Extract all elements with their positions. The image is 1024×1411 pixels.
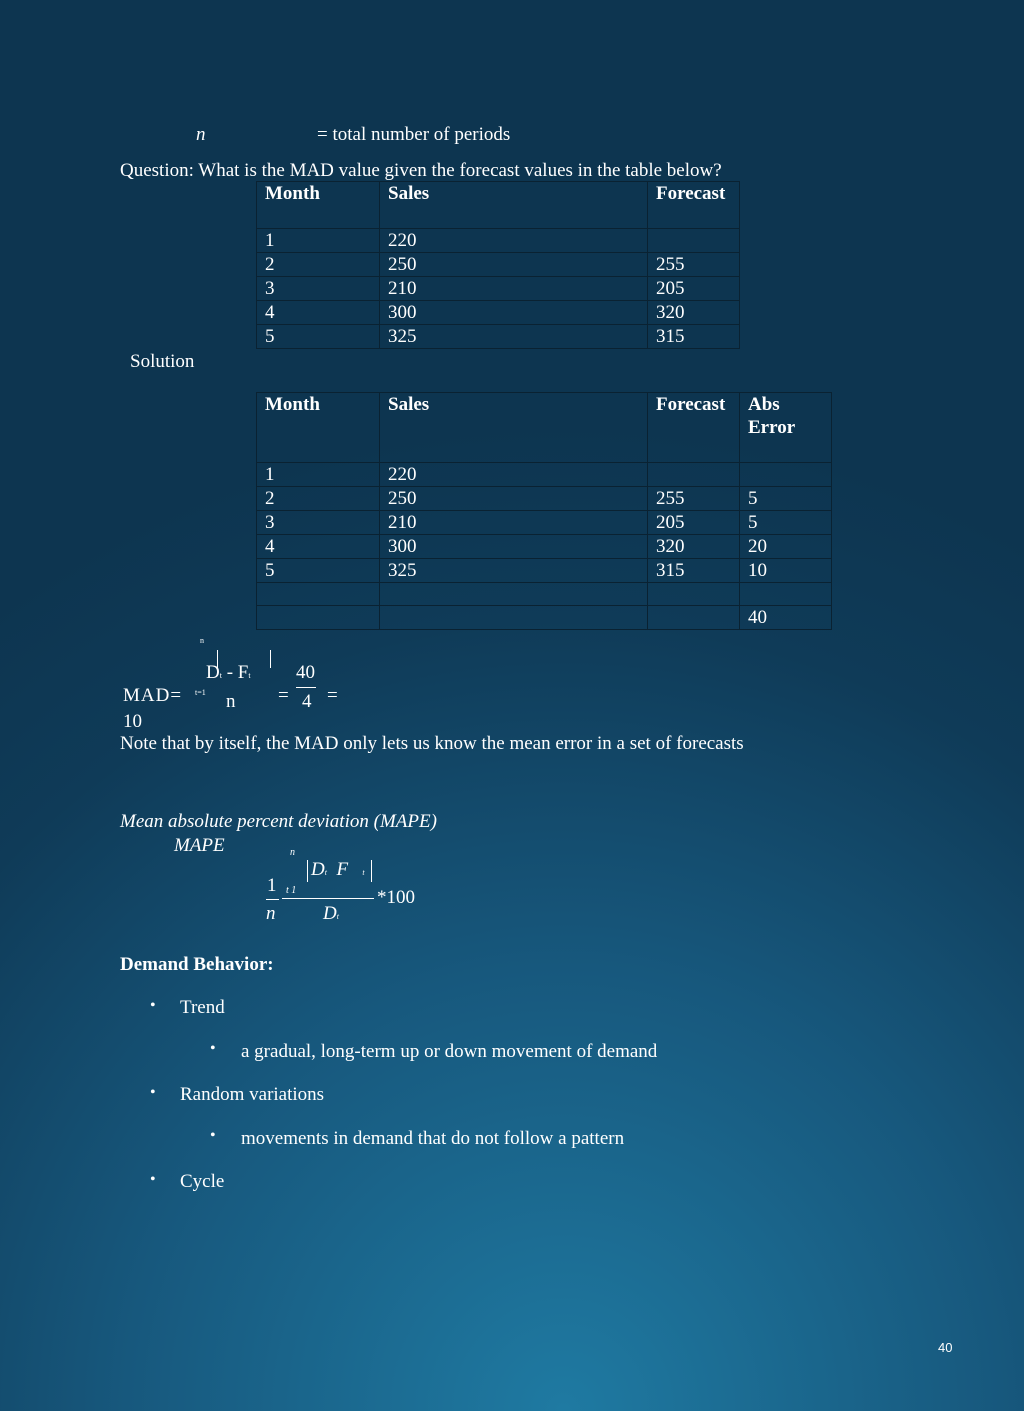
list-subitem-random: movements in demand that do not follow a pattern bbox=[241, 1128, 625, 1149]
cell: 300 bbox=[380, 535, 648, 559]
subscript-t: t bbox=[324, 868, 327, 877]
n-definition: = total number of periods bbox=[317, 124, 511, 145]
cell bbox=[740, 583, 832, 606]
cell: 320 bbox=[648, 535, 740, 559]
cell: 2 bbox=[257, 487, 380, 511]
mape-numerator bbox=[311, 859, 365, 881]
cell: 205 bbox=[648, 511, 740, 535]
table-row bbox=[257, 535, 832, 559]
f-symbol: F bbox=[336, 859, 349, 880]
sum-lower-limit: t=1 bbox=[195, 688, 206, 697]
table-row bbox=[257, 487, 832, 511]
cell: 325 bbox=[380, 559, 648, 583]
cell: 2 bbox=[257, 253, 380, 277]
cell: 20 bbox=[740, 535, 832, 559]
cell: 5 bbox=[740, 511, 832, 535]
total-cell: 40 bbox=[740, 606, 832, 630]
list-item-cycle: Cycle bbox=[180, 1171, 225, 1192]
table-row bbox=[257, 277, 740, 301]
table-row bbox=[257, 463, 832, 487]
col-abs-error-header: Abs Error bbox=[740, 393, 832, 463]
mape-label: MAPE bbox=[174, 835, 225, 856]
cell: 250 bbox=[380, 253, 648, 277]
cell: 250 bbox=[380, 487, 648, 511]
table-row bbox=[257, 559, 832, 583]
cell: 300 bbox=[380, 301, 648, 325]
col-forecast-header: Forecast bbox=[648, 182, 740, 229]
fraction-line bbox=[282, 898, 374, 899]
cell: 4 bbox=[257, 301, 380, 325]
cell: 210 bbox=[380, 277, 648, 301]
col-month-header: Month bbox=[257, 182, 380, 229]
demand-heading: Demand Behavior: bbox=[120, 954, 274, 975]
list-subitem-trend: a gradual, long-term up or down movement of demand bbox=[241, 1041, 658, 1062]
cell bbox=[257, 606, 380, 630]
table-row bbox=[257, 229, 740, 253]
cell: 5 bbox=[740, 487, 832, 511]
bullet: • bbox=[150, 1171, 156, 1188]
mad-denominator: n bbox=[226, 691, 236, 712]
cell: 315 bbox=[648, 325, 740, 349]
cell: 1 bbox=[257, 463, 380, 487]
n-symbol: n bbox=[196, 124, 206, 145]
abs-error-table bbox=[256, 392, 832, 630]
table-row bbox=[257, 606, 832, 630]
bullet: • bbox=[210, 1127, 216, 1144]
cell: 220 bbox=[380, 463, 648, 487]
cell bbox=[648, 229, 740, 253]
col-forecast-header: Forecast bbox=[648, 393, 740, 463]
table-row bbox=[257, 325, 740, 349]
fraction-line bbox=[266, 899, 279, 900]
solution-label: Solution bbox=[130, 351, 195, 372]
cell: 1 bbox=[257, 229, 380, 253]
table-header-row bbox=[257, 182, 740, 229]
mape-denominator bbox=[323, 903, 339, 925]
bullet: • bbox=[210, 1040, 216, 1057]
n-denominator: n bbox=[266, 903, 276, 924]
cell: 5 bbox=[257, 559, 380, 583]
cell: 3 bbox=[257, 277, 380, 301]
cell: 205 bbox=[648, 277, 740, 301]
page-number: 40 bbox=[938, 1340, 953, 1355]
fraction-denominator: 4 bbox=[302, 691, 312, 712]
cell bbox=[257, 583, 380, 606]
cell bbox=[648, 606, 740, 630]
bullet: • bbox=[150, 997, 156, 1014]
mad-numerator bbox=[206, 662, 251, 684]
sum-lower-limit: t 1 bbox=[286, 885, 297, 896]
col-sales-header: Sales bbox=[380, 182, 648, 229]
d-symbol: D bbox=[311, 859, 325, 880]
minus-f: - F bbox=[221, 662, 249, 683]
subscript-t: t bbox=[362, 868, 365, 877]
cell: 325 bbox=[380, 325, 648, 349]
equals-sign: = bbox=[278, 685, 289, 706]
cell: 4 bbox=[257, 535, 380, 559]
abs-bar-right bbox=[371, 860, 372, 882]
question-text: Question: What is the MAD value given the forecast values in the table below? bbox=[120, 160, 722, 181]
mad-result: 10 bbox=[123, 711, 142, 732]
cell: 255 bbox=[648, 487, 740, 511]
table-row bbox=[257, 583, 832, 606]
table-row bbox=[257, 301, 740, 325]
abs-bar-left bbox=[307, 860, 308, 882]
mape-heading: Mean absolute percent deviation (MAPE) bbox=[120, 811, 437, 832]
list-item-random: Random variations bbox=[180, 1084, 325, 1105]
cell: 255 bbox=[648, 253, 740, 277]
cell: 320 bbox=[648, 301, 740, 325]
cell bbox=[380, 583, 648, 606]
cell: 220 bbox=[380, 229, 648, 253]
d-symbol: D bbox=[206, 662, 220, 683]
forecast-table bbox=[256, 181, 740, 349]
cell bbox=[380, 606, 648, 630]
cell bbox=[740, 463, 832, 487]
cell: 315 bbox=[648, 559, 740, 583]
subscript-t: t bbox=[336, 912, 339, 921]
one-numerator: 1 bbox=[267, 875, 277, 896]
fraction-line bbox=[296, 687, 316, 688]
cell bbox=[648, 583, 740, 606]
subscript-t: t bbox=[219, 671, 222, 680]
subscript-t: t bbox=[248, 671, 251, 680]
d-symbol: D bbox=[323, 903, 337, 924]
sum-upper-limit: n bbox=[200, 636, 204, 645]
cell: 10 bbox=[740, 559, 832, 583]
note-text: Note that by itself, the MAD only lets us know the mean error in a set of forecasts bbox=[120, 733, 744, 754]
cell: 5 bbox=[257, 325, 380, 349]
abs-bar-right bbox=[270, 650, 271, 668]
sum-upper-limit: n bbox=[290, 847, 295, 858]
cell: 3 bbox=[257, 511, 380, 535]
list-item-trend: Trend bbox=[180, 997, 225, 1018]
mad-label: MAD= bbox=[123, 685, 183, 706]
table-row bbox=[257, 511, 832, 535]
bullet: • bbox=[150, 1084, 156, 1101]
cell bbox=[648, 463, 740, 487]
table-row bbox=[257, 253, 740, 277]
times-100: *100 bbox=[377, 887, 415, 908]
fraction-numerator: 40 bbox=[296, 662, 315, 683]
equals-sign-2: = bbox=[327, 685, 338, 706]
cell: 210 bbox=[380, 511, 648, 535]
col-sales-header: Sales bbox=[380, 393, 648, 463]
col-month-header: Month bbox=[257, 393, 380, 463]
table-header-row bbox=[257, 393, 832, 463]
